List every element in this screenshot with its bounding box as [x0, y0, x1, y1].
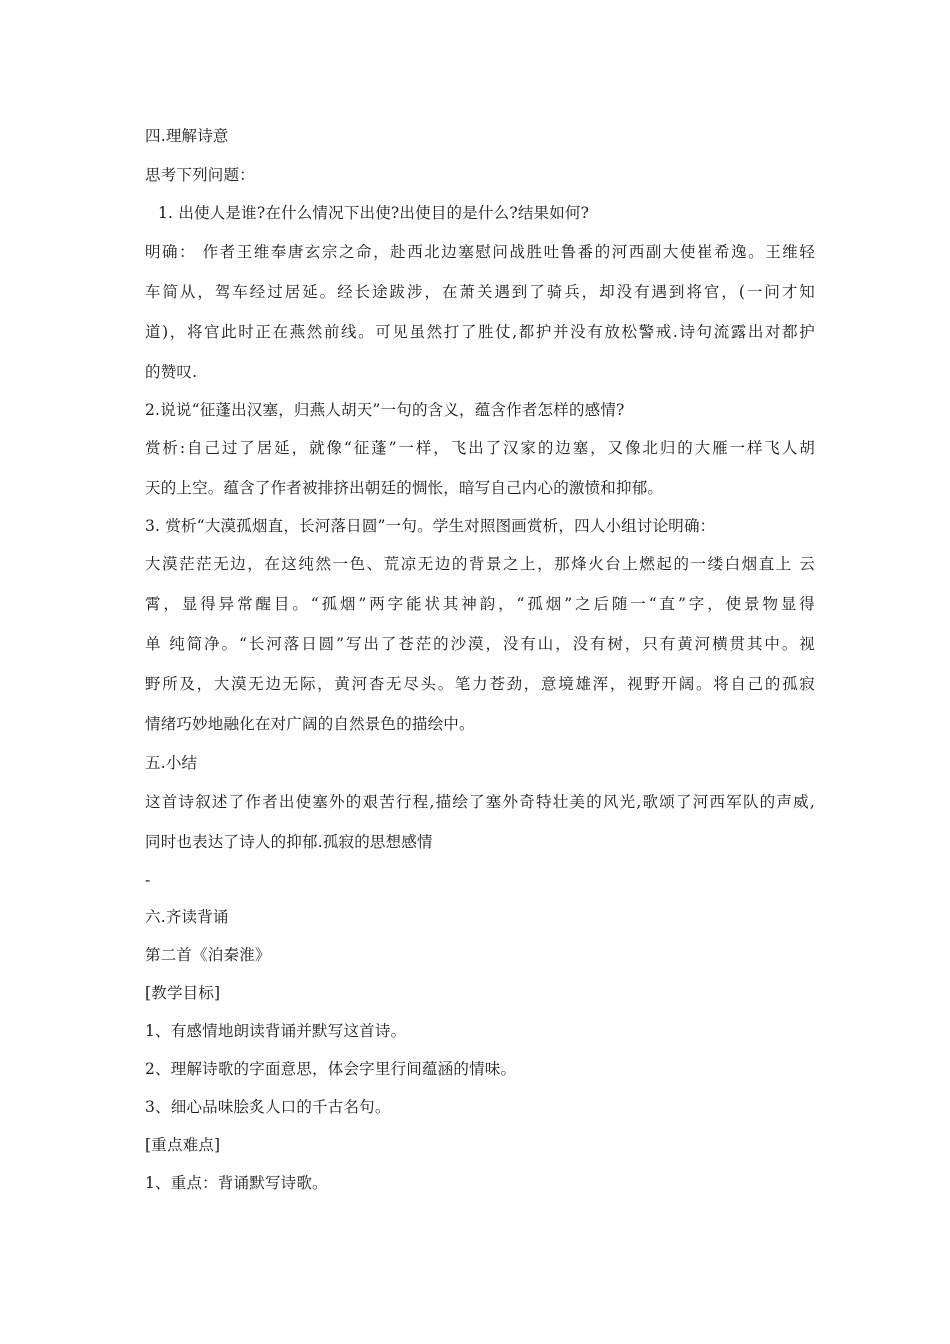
- poem-2-title: 第二首《泊秦淮》: [145, 946, 271, 964]
- answer-1-line: 道)，将官此时正在燕然前线。可见虽然打了胜仗,都护并没有放松警戒.诗句流露出对都护: [145, 323, 815, 341]
- key-points-heading: [重点难点]: [145, 1136, 221, 1154]
- answer-1-line: 明确： 作者王维奉唐玄宗之命，赴西北边塞慰问战胜吐鲁番的河西副大使崔希逸。王维轻: [145, 243, 815, 261]
- answer-1-line: 的赞叹.: [145, 363, 198, 381]
- teaching-goals-heading: [教学目标]: [145, 984, 221, 1002]
- dash-separator: -: [145, 871, 151, 889]
- key-point-item: 1、重点：背诵默写诗歌。: [145, 1174, 328, 1192]
- answer-3-line: 单 纯简净。“长河落日圆”写出了苍茫的沙漠，没有山，没有树，只有黄河横贯其中。视: [145, 635, 815, 653]
- answer-2-line: 赏析:自己过了居延，就像“征蓬”一样，飞出了汉家的边塞，又像北归的大雁一样飞人胡: [145, 439, 815, 457]
- summary-line: 这首诗叙述了作者出使塞外的艰苦行程,描绘了塞外奇特壮美的风光,歌颂了河西军队的声威,: [145, 793, 815, 811]
- teaching-goal-item: 1、有感情地朗读背诵并默写这首诗。: [145, 1022, 407, 1040]
- summary-line: 同时也表达了诗人的抑郁.孤寂的思想感情: [145, 833, 433, 851]
- question-3: 3. 赏析“大漠孤烟直，长河落日圆”一句。学生对照图画赏析，四人小组讨论明确：: [145, 517, 716, 535]
- answer-3-line: 霄，显得异常醒目。“孤烟”两字能状其神韵，“孤烟”之后随一“直”字，使景物显得: [145, 595, 815, 613]
- questions-prompt: 思考下列问题：: [145, 166, 255, 184]
- question-1: 1. 出使人是谁?在什么情况下出使?出使目的是什么?结果如何?: [158, 204, 590, 222]
- teaching-goal-item: 3、细心品味脍炙人口的千古名句。: [145, 1098, 391, 1116]
- answer-3-line: 野所及，大漠无边无际，黄河杳无尽头。笔力苍劲，意境雄浑，视野开阔。将自己的孤寂: [145, 675, 815, 693]
- section-5-heading: 五.小结: [145, 754, 198, 772]
- teaching-goal-item: 2、理解诗歌的字面意思，体会字里行间蕴涵的情味。: [145, 1060, 517, 1078]
- answer-1-line: 车简从，驾车经过居延。经长途跋涉，在萧关遇到了骑兵，却没有遇到将官，(一问才知: [145, 283, 815, 301]
- answer-3-line: 情绪巧妙地融化在对广阔的自然景色的描绘中。: [145, 715, 475, 733]
- section-6-heading: 六.齐读背诵: [145, 908, 229, 926]
- section-4-heading: 四.理解诗意: [145, 127, 229, 145]
- question-2: 2.说说“征蓬出汉塞，归燕人胡天”一句的含义，蕴含作者怎样的感情?: [145, 401, 625, 419]
- answer-3-line: 大漠茫茫无边，在这纯然一色、荒凉无边的背景之上，那烽火台上燃起的一缕白烟直上 云: [145, 555, 815, 573]
- answer-2-line: 天的上空。蕴含了作者被排挤出朝廷的惆怅，暗写自己内心的激愤和抑郁。: [145, 479, 664, 497]
